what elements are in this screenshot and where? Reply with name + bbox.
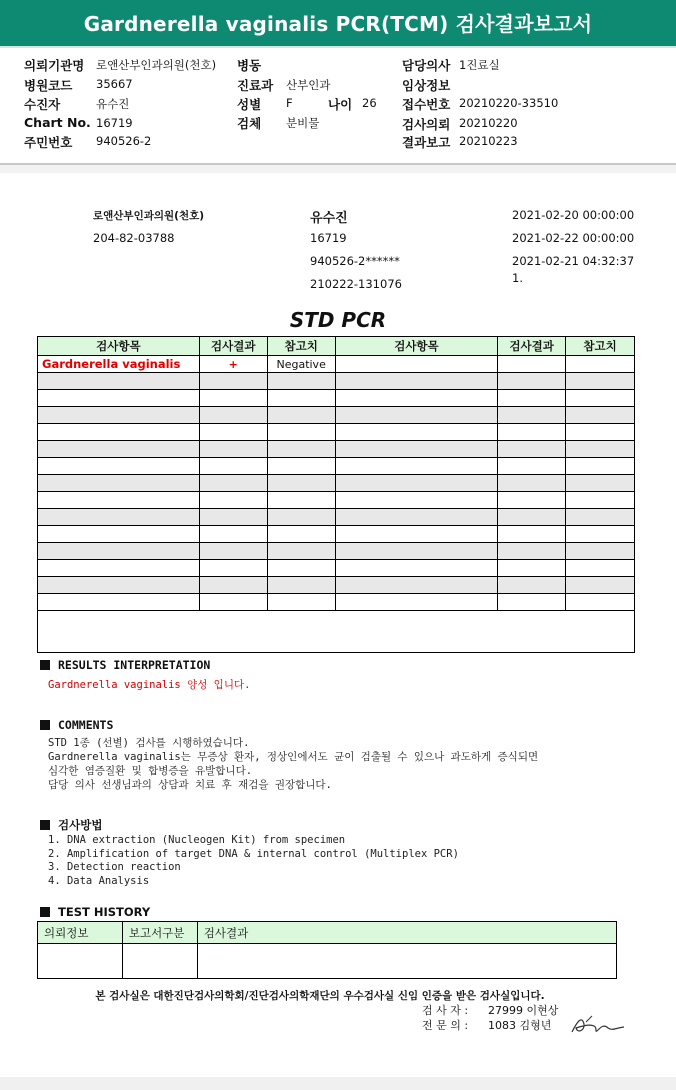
- summary-receipt: 210222-131076: [310, 277, 402, 291]
- square-bullet-icon: [40, 907, 50, 917]
- summary-date-3-note: 1.: [512, 271, 523, 285]
- square-bullet-icon: [40, 660, 50, 670]
- square-bullet-icon: [40, 720, 50, 730]
- summary-date-1: 2021-02-20 00:00:00: [512, 208, 635, 222]
- table-footer-row: [38, 611, 635, 653]
- section-title: STD PCR: [289, 308, 387, 332]
- specialist-value: 1083 김형년: [488, 1019, 552, 1032]
- method-line: 4. Data Analysis: [48, 875, 150, 887]
- value-sex: F: [286, 96, 293, 110]
- tester-value: 27999 이현상: [488, 1004, 559, 1017]
- comments-heading: COMMENTS: [40, 718, 113, 732]
- value-age: 26: [362, 96, 377, 110]
- comment-line: Gardnerella vaginalis는 무증상 환자, 정상인에서도 균이 검출될 수 있으나 과도하게 증식되면: [48, 751, 539, 763]
- header-result-2: 검사결과: [498, 337, 566, 356]
- header-reference-2: 참고치: [566, 337, 635, 356]
- table-row: [38, 944, 617, 979]
- table-row: [38, 390, 635, 407]
- label-resident: 주민번호: [24, 135, 73, 150]
- table-row: [38, 356, 635, 373]
- method-line: 3. Detection reaction: [48, 861, 181, 873]
- table-row: [38, 509, 635, 526]
- summary-biz-no: 204-82-03788: [93, 231, 175, 245]
- square-bullet-icon: [40, 820, 50, 830]
- value-dept: 산부인과: [286, 78, 331, 92]
- table-row: [38, 594, 635, 611]
- value-patient: 유수진: [96, 97, 130, 111]
- method-line: 2. Amplification of target DNA & internal control (Multiplex PCR): [48, 848, 459, 860]
- results-header-row: [38, 337, 635, 356]
- value-specimen: 분비물: [286, 116, 320, 130]
- header-item: 검사항목: [38, 337, 200, 356]
- value-report: 20210223: [459, 134, 518, 148]
- table-row: [38, 560, 635, 577]
- report-title: Gardnerella vaginalis PCR(TCM) 검사결과보고서: [0, 0, 676, 48]
- header-reference: 참고치: [267, 337, 335, 356]
- header-item-2: 검사항목: [335, 337, 498, 356]
- label-chart: Chart No.: [24, 115, 91, 130]
- value-request: 20210220: [459, 116, 518, 130]
- label-patient: 수진자: [24, 97, 61, 112]
- certification-text: 본 검사실은 대한진단검사의학회/진단검사의학재단의 우수검사실 신임 인증을 받은 검사실입니다.: [95, 990, 545, 1002]
- interpretation-text: Gardnerella vaginalis 양성 입니다.: [48, 679, 251, 691]
- history-header-request: 의뢰정보: [38, 922, 123, 944]
- tester-label: 검 사 자 :: [422, 1004, 469, 1017]
- value-receipt: 20210220-33510: [459, 96, 559, 110]
- specialist-label: 전 문 의 :: [422, 1019, 469, 1032]
- label-clinical: 임상정보: [402, 78, 451, 93]
- label-request: 검사의뢰: [402, 117, 451, 132]
- history-header-report-type: 보고서구분: [122, 922, 197, 944]
- value-chart: 16719: [96, 116, 133, 130]
- comment-line: STD 1종 (선별) 검사를 시행하였습니다.: [48, 737, 250, 749]
- table-row: [38, 492, 635, 509]
- summary-resident: 940526-2******: [310, 254, 400, 268]
- section-divider: [0, 165, 676, 173]
- result-value: +: [199, 356, 267, 373]
- label-hospital: 의뢰기관명: [24, 58, 85, 73]
- value-doctor: 1진료실: [459, 58, 500, 72]
- label-doctor: 담당의사: [402, 58, 451, 73]
- value-hospital-code: 35667: [96, 77, 133, 91]
- history-header-row: [38, 922, 617, 944]
- value-hospital: 로앤산부인과의원(천호): [96, 58, 217, 72]
- method-heading: 검사방법: [40, 817, 102, 833]
- summary-patient: 유수진: [310, 211, 348, 226]
- header-result: 검사결과: [199, 337, 267, 356]
- label-specimen: 검체: [237, 116, 262, 131]
- table-row: [38, 441, 635, 458]
- label-hospital-code: 병원코드: [24, 78, 73, 93]
- comment-line: 심각한 염증질환 및 합병증을 유발합니다.: [48, 765, 253, 777]
- label-ward: 병동: [237, 58, 262, 73]
- label-sex: 성별: [237, 97, 262, 112]
- table-row: [38, 424, 635, 441]
- table-row: [38, 526, 635, 543]
- table-row: [38, 475, 635, 492]
- history-table: [37, 921, 617, 979]
- history-header-result: 검사결과: [197, 922, 616, 944]
- results-table: [37, 336, 635, 653]
- page-bottom-bar: [0, 1077, 676, 1090]
- value-resident: 940526-2: [96, 134, 152, 148]
- method-line: 1. DNA extraction (Nucleogen Kit) from specimen: [48, 834, 346, 846]
- label-age: 나이: [328, 97, 353, 112]
- result-item-name: Gardnerella vaginalis: [38, 356, 200, 373]
- summary-date-3: 2021-02-21 04:32:37: [512, 254, 635, 268]
- table-row: [38, 458, 635, 475]
- summary-hospital: 로앤산부인과의원(천호): [93, 210, 205, 222]
- summary-chart: 16719: [310, 231, 347, 245]
- comment-line: 담당 의사 선생님과의 상담과 치료 후 재검을 권장합니다.: [48, 779, 332, 791]
- table-row: [38, 577, 635, 594]
- summary-date-2: 2021-02-22 00:00:00: [512, 231, 635, 245]
- table-row: [38, 373, 635, 390]
- label-receipt: 접수번호: [402, 97, 451, 112]
- table-row: [38, 407, 635, 424]
- table-row: [38, 543, 635, 560]
- interpretation-heading: RESULTS INTERPRETATION: [40, 658, 210, 672]
- history-heading: TEST HISTORY: [40, 905, 150, 919]
- signature-image: [568, 1010, 628, 1040]
- header-info: [0, 50, 676, 165]
- label-dept: 진료과: [237, 78, 274, 93]
- label-report: 결과보고: [402, 135, 451, 150]
- result-reference: Negative: [267, 356, 335, 373]
